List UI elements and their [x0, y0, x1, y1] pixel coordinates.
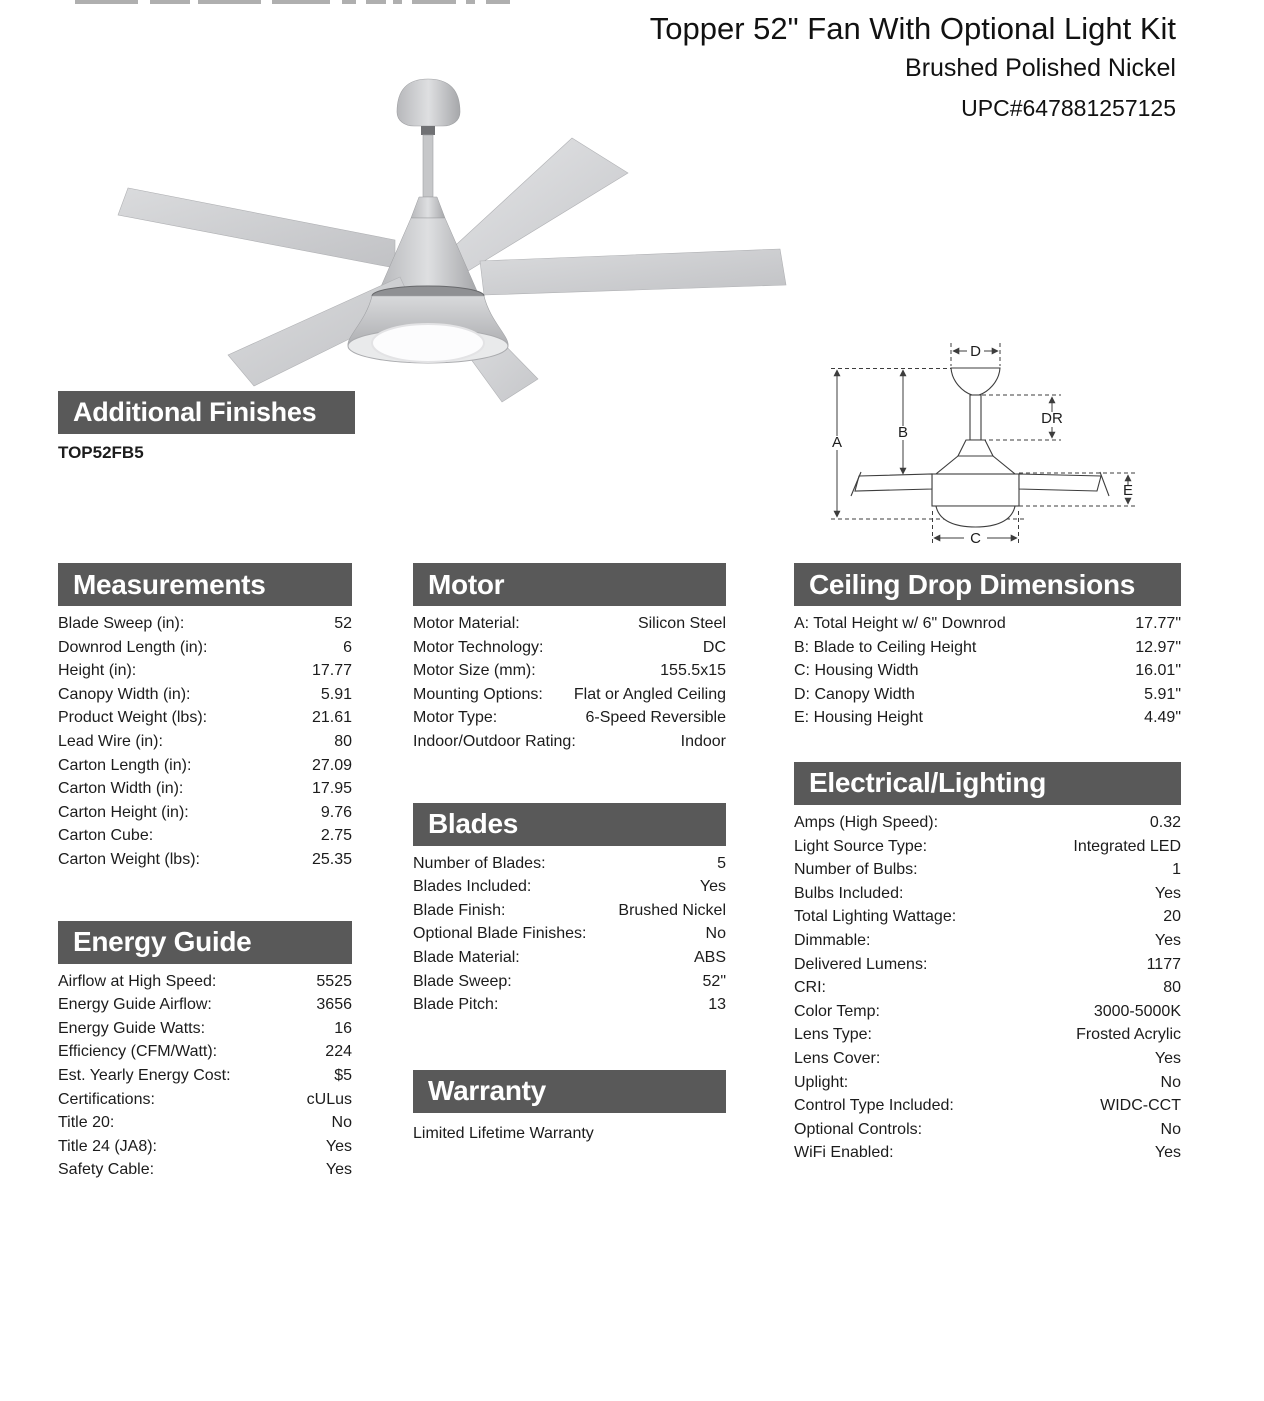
spec-value: 1 [1172, 861, 1181, 879]
spec-label: Lead Wire (in): [58, 732, 163, 750]
spec-row [794, 1023, 1181, 1047]
spec-value: Yes [325, 1161, 352, 1179]
spec-value: 16.01" [1135, 662, 1181, 680]
spec-row [58, 824, 352, 848]
spec-value: 6-Speed Reversible [585, 709, 726, 727]
spec-label: Uplight: [794, 1073, 849, 1091]
spec-row [58, 659, 352, 683]
spec-value: 52" [702, 972, 726, 990]
additional-finishes-section [58, 391, 355, 463]
spec-label: Blade Finish: [413, 901, 506, 919]
spec-value: 9.76 [320, 803, 352, 821]
spec-row [794, 636, 1181, 660]
spec-row [413, 659, 726, 683]
spec-row [794, 976, 1181, 1000]
spec-label: Carton Height (in): [58, 803, 189, 821]
motor-header: Motor [413, 563, 726, 606]
spec-value: Yes [1154, 1144, 1181, 1162]
spec-value: cULus [306, 1090, 352, 1108]
warranty-text: Limited Lifetime Warranty [413, 1124, 594, 1142]
energy-guide-section [58, 921, 352, 1182]
diagram-label-b: B [897, 424, 909, 441]
spec-value: 16 [334, 1019, 352, 1037]
spec-row [58, 730, 352, 754]
spec-label: Color Temp: [794, 1002, 880, 1020]
spec-label: Carton Weight (lbs): [58, 850, 200, 868]
measurements-rows [58, 612, 352, 872]
diagram-label-e: E [1122, 482, 1134, 499]
spec-value: 2.75 [320, 827, 352, 845]
spec-value: WIDC-CCT [1100, 1097, 1181, 1115]
spec-label: Motor Type: [413, 709, 498, 727]
spec-value: No [1160, 1073, 1181, 1091]
spec-value: 80 [1163, 979, 1181, 997]
spec-value: No [331, 1114, 352, 1132]
spec-row [58, 1135, 352, 1159]
spec-row [794, 1071, 1181, 1095]
spec-value: Yes [1154, 884, 1181, 902]
spec-row [58, 777, 352, 801]
diagram-label-d: D [970, 343, 981, 360]
spec-row [794, 811, 1181, 835]
model-number: TOP52FB5 [58, 443, 144, 462]
spec-value: No [705, 925, 726, 943]
spec-label: Downrod Length (in): [58, 638, 208, 656]
diagram-label-dr: DR [1041, 410, 1063, 427]
spec-value: Flat or Angled Ceiling [573, 685, 726, 703]
spec-value: ABS [693, 948, 726, 966]
ceiling-drop-rows [794, 612, 1181, 730]
spec-row [794, 612, 1181, 636]
spec-value: 3656 [316, 996, 352, 1014]
diagram-label-c: C [970, 530, 981, 547]
spec-label: Carton Length (in): [58, 756, 192, 774]
spec-value: 1177 [1146, 955, 1181, 973]
column-left [58, 563, 352, 1182]
spec-value: 5.91" [1144, 685, 1181, 703]
spec-value: 20 [1163, 908, 1181, 926]
spec-label: E: Housing Height [794, 709, 923, 727]
spec-row [794, 905, 1181, 929]
diagram-label-a: A [831, 434, 843, 451]
spec-label: Height (in): [58, 662, 137, 680]
spec-value: Yes [1154, 1049, 1181, 1067]
spec-row [413, 899, 726, 923]
spec-row [794, 1118, 1181, 1142]
spec-value: Yes [325, 1137, 352, 1155]
spec-value: Indoor [680, 732, 726, 750]
spec-value: 6 [343, 638, 352, 656]
spec-row [794, 706, 1181, 730]
spec-row [58, 1017, 352, 1041]
spec-value: 224 [325, 1043, 352, 1061]
spec-label: Carton Cube: [58, 827, 154, 845]
spec-label: Number of Bulbs: [794, 861, 918, 879]
spec-label: Efficiency (CFM/Watt): [58, 1043, 218, 1061]
spec-value: 27.09 [311, 756, 352, 774]
spec-row [794, 1141, 1181, 1165]
spec-label: Amps (High Speed): [794, 813, 939, 831]
product-upc: UPC#647881257125 [961, 95, 1176, 121]
spec-value: 80 [334, 732, 352, 750]
spec-label: Carton Width (in): [58, 780, 184, 798]
spec-value: 5.91 [320, 685, 352, 703]
spec-row [58, 612, 352, 636]
spec-row [794, 1094, 1181, 1118]
spec-label: Bulbs Included: [794, 884, 904, 902]
spec-label: WiFi Enabled: [794, 1144, 894, 1162]
spec-value: No [1160, 1120, 1181, 1138]
spec-row [794, 1047, 1181, 1071]
column-middle [413, 563, 726, 1145]
spec-row [413, 875, 726, 899]
spec-row [413, 852, 726, 876]
spec-label: Blade Sweep: [413, 972, 512, 990]
spec-label: Lens Type: [794, 1026, 872, 1044]
spec-row [413, 683, 726, 707]
spec-label: Title 24 (JA8): [58, 1137, 157, 1155]
electrical-section [794, 762, 1181, 1165]
spec-value: Yes [1154, 931, 1181, 949]
spec-label: Blade Pitch: [413, 996, 499, 1014]
measurements-header: Measurements [58, 563, 352, 606]
spec-label: B: Blade to Ceiling Height [794, 638, 977, 656]
spec-label: D: Canopy Width [794, 685, 915, 703]
spec-label: Indoor/Outdoor Rating: [413, 732, 576, 750]
spec-row [413, 993, 726, 1017]
spec-row [794, 1000, 1181, 1024]
spec-row [794, 858, 1181, 882]
measurements-section [58, 563, 352, 872]
spec-label: Motor Material: [413, 615, 520, 632]
spec-label: Energy Guide Watts: [58, 1019, 206, 1037]
spec-row [794, 953, 1181, 977]
spec-label: Motor Size (mm): [413, 662, 536, 680]
spec-row [58, 801, 352, 825]
spec-value: 25.35 [311, 850, 352, 868]
cropped-header-fragments [0, 0, 1264, 4]
spec-row [413, 636, 726, 660]
spec-label: Blade Sweep (in): [58, 615, 185, 632]
spec-row [58, 683, 352, 707]
spec-label: Control Type Included: [794, 1097, 954, 1115]
ceiling-drop-header: Ceiling Drop Dimensions [794, 563, 1181, 606]
column-right [794, 563, 1181, 1165]
spec-row [794, 683, 1181, 707]
spec-label: CRI: [794, 979, 826, 997]
spec-row [58, 754, 352, 778]
spec-label: Optional Controls: [794, 1120, 923, 1138]
spec-label: A: Total Height w/ 6" Downrod [794, 615, 1006, 632]
electrical-rows [794, 811, 1181, 1165]
spec-label: Dimmable: [794, 931, 871, 949]
spec-value: Integrated LED [1073, 837, 1181, 855]
spec-value: 13 [708, 996, 726, 1014]
spec-row [58, 1111, 352, 1135]
ceiling-drop-section [794, 563, 1181, 730]
dimension-diagram [815, 330, 1155, 555]
spec-row [794, 835, 1181, 859]
spec-value: Frosted Acrylic [1076, 1026, 1181, 1044]
warranty-header: Warranty [413, 1070, 726, 1113]
spec-label: Total Lighting Wattage: [794, 908, 957, 926]
blades-section [413, 803, 726, 1017]
blades-rows [413, 852, 726, 1017]
spec-label: Mounting Options: [413, 685, 543, 703]
spec-label: Certifications: [58, 1090, 155, 1108]
spec-label: Blades Included: [413, 878, 532, 896]
fan-product-image [100, 55, 800, 415]
spec-value: 12.97" [1135, 638, 1181, 656]
spec-label: Number of Blades: [413, 854, 546, 872]
spec-label: Delivered Lumens: [794, 955, 928, 973]
spec-row [58, 1064, 352, 1088]
spec-value: 5 [717, 854, 726, 872]
spec-row [413, 730, 726, 754]
spec-row [58, 970, 352, 994]
spec-value: 4.49" [1144, 709, 1181, 727]
spec-label: Canopy Width (in): [58, 685, 191, 703]
spec-label: Blade Material: [413, 948, 520, 966]
spec-label: Title 20: [58, 1114, 115, 1132]
spec-value: 21.61 [311, 709, 352, 727]
blades-header: Blades [413, 803, 726, 846]
spec-label: Est. Yearly Energy Cost: [58, 1066, 231, 1084]
spec-label: Optional Blade Finishes: [413, 925, 587, 943]
spec-value: 17.95 [311, 780, 352, 798]
additional-finishes-header: Additional Finishes [58, 391, 355, 434]
spec-row [58, 993, 352, 1017]
spec-row [794, 882, 1181, 906]
spec-row [413, 970, 726, 994]
spec-value: 155.5x15 [660, 662, 726, 680]
spec-row [413, 706, 726, 730]
spec-row [58, 1040, 352, 1064]
spec-row [58, 1088, 352, 1112]
spec-value: 3000-5000K [1093, 1002, 1181, 1020]
spec-value: 17.77" [1135, 615, 1181, 632]
spec-value: 52 [334, 615, 352, 632]
spec-label: C: Housing Width [794, 662, 919, 680]
warranty-section [413, 1070, 726, 1146]
spec-label: Motor Technology: [413, 638, 544, 656]
spec-label: Airflow at High Speed: [58, 972, 217, 990]
spec-row [58, 848, 352, 872]
spec-value: 17.77 [311, 662, 352, 680]
electrical-header: Electrical/Lighting [794, 762, 1181, 805]
energy-guide-header: Energy Guide [58, 921, 352, 964]
motor-rows [413, 612, 726, 754]
spec-value: DC [702, 638, 726, 656]
spec-row [58, 706, 352, 730]
spec-row [794, 659, 1181, 683]
product-finish: Brushed Polished Nickel [905, 54, 1176, 82]
spec-row [58, 636, 352, 660]
spec-label: Safety Cable: [58, 1161, 155, 1179]
spec-value: $5 [334, 1066, 352, 1084]
spec-value: 5525 [316, 972, 352, 990]
spec-value: Brushed Nickel [618, 901, 726, 919]
spec-row [413, 946, 726, 970]
spec-label: Product Weight (lbs): [58, 709, 208, 727]
spec-value: Yes [699, 878, 726, 896]
spec-row [794, 929, 1181, 953]
spec-label: Energy Guide Airflow: [58, 996, 212, 1014]
motor-section [413, 563, 726, 754]
spec-row [413, 612, 726, 636]
spec-row [58, 1158, 352, 1182]
spec-value: 0.32 [1149, 813, 1181, 831]
energy-guide-rows [58, 970, 352, 1182]
product-title: Topper 52" Fan With Optional Light Kit [649, 11, 1176, 46]
spec-value: Silicon Steel [637, 615, 726, 632]
spec-row [413, 922, 726, 946]
spec-label: Lens Cover: [794, 1049, 881, 1067]
spec-label: Light Source Type: [794, 837, 928, 855]
